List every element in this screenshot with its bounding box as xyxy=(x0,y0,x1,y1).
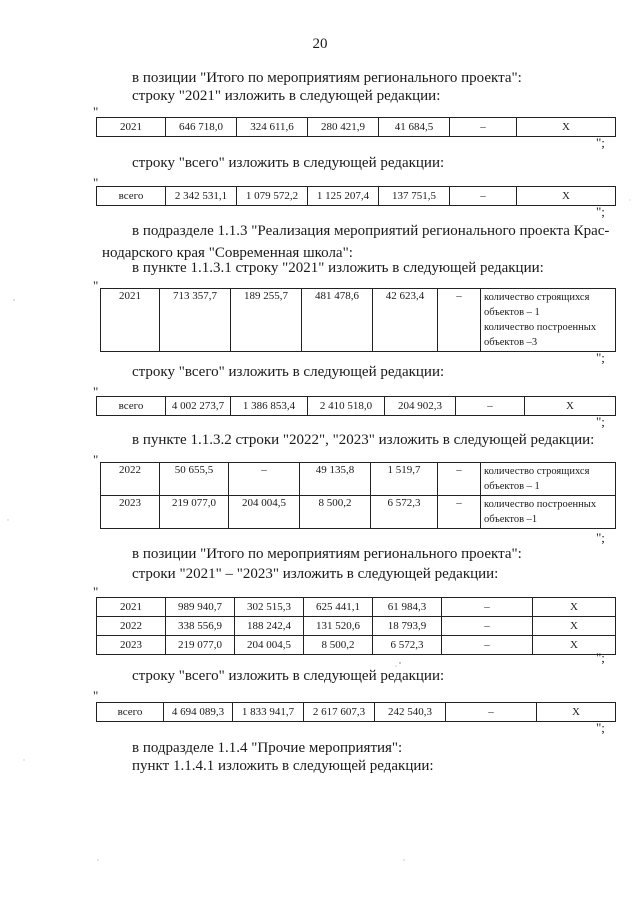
cell-regional: 2 617 607,3 xyxy=(304,703,375,722)
cell-local: 42 623,4 xyxy=(373,289,438,352)
cell-total: 338 556,9 xyxy=(166,617,235,636)
cell-total: 713 357,7 xyxy=(160,289,231,352)
cell-total: 219 077,0 xyxy=(166,636,235,655)
cell-local: 18 793,9 xyxy=(373,617,442,636)
open-quote: " xyxy=(93,384,99,399)
paragraph-line: нодарского края "Современная школа": xyxy=(102,245,353,261)
table-row xyxy=(97,703,616,722)
cell-year: всего xyxy=(97,703,164,722)
cell-year: всего xyxy=(97,187,166,206)
cell-other: – xyxy=(456,397,525,416)
cell-other: – xyxy=(442,598,533,617)
table-row xyxy=(101,289,616,352)
cell-year: 2021 xyxy=(97,598,166,617)
cell-description xyxy=(481,463,616,496)
cell-local: 6 572,3 xyxy=(371,496,438,529)
open-quote: " xyxy=(93,688,99,703)
paragraph-total-regional-project: в позиции "Итого по мероприятиям регионального проекта": xyxy=(132,546,522,562)
cell-other: – xyxy=(442,617,533,636)
cell-federal: 302 515,3 xyxy=(235,598,304,617)
cell-federal: 189 255,7 xyxy=(231,289,302,352)
open-quote: " xyxy=(93,584,99,599)
cell-description xyxy=(481,496,616,529)
paragraph-total-row-instruction: строку "всего" изложить в следующей редакции: xyxy=(132,364,445,380)
cell-year: 2023 xyxy=(101,496,160,529)
cell-year: всего xyxy=(97,397,166,416)
cell-x: Х xyxy=(517,187,616,206)
cell-other: – xyxy=(438,496,481,529)
paragraph-item-1-1-3-1: в пункте 1.1.3.1 строку "2021" изложить в следующей редакции: xyxy=(132,260,544,276)
cell-regional: 1 125 207,4 xyxy=(308,187,379,206)
cell-federal: 324 611,6 xyxy=(237,118,308,137)
cell-local: 6 572,3 xyxy=(373,636,442,655)
cell-other: – xyxy=(450,118,517,137)
paragraph-total-row-instruction: строку "всего" изложить в следующей редакции: xyxy=(132,668,445,684)
table-total-all-2 xyxy=(96,702,616,722)
close-quote: "; xyxy=(596,135,605,150)
cell-x: Х xyxy=(533,636,616,655)
page-number: 20 xyxy=(312,36,328,52)
description-line: количество строящихся xyxy=(484,292,590,303)
table-row xyxy=(97,397,616,416)
cell-other: – xyxy=(446,703,537,722)
table-total-2021-2023 xyxy=(96,597,616,655)
paragraph-total-regional-project: в позиции "Итого по мероприятиям регионального проекта": xyxy=(132,70,522,86)
paragraph-subsection-1-1-3 xyxy=(102,220,612,264)
paragraph-rows-2021-2023-instruction: строки "2021" – "2023" изложить в следующей редакции: xyxy=(132,566,499,582)
cell-year: 2022 xyxy=(97,617,166,636)
description-line: объектов –3 xyxy=(484,337,538,348)
cell-x: Х xyxy=(525,397,616,416)
open-quote: " xyxy=(93,278,99,293)
paragraph-item-1-1-3-2: в пункте 1.1.3.2 строки "2022", "2023" изложить в следующей редакции: xyxy=(132,432,595,448)
close-quote: "; xyxy=(596,720,605,735)
cell-year: 2021 xyxy=(101,289,160,352)
description-line: объектов –1 xyxy=(484,514,538,525)
table-item-1-1-3-1-total xyxy=(96,396,616,416)
description-line: количество строящихся xyxy=(484,466,590,477)
cell-federal: 204 004,5 xyxy=(235,636,304,655)
table-row xyxy=(97,118,616,137)
table-row xyxy=(97,617,616,636)
cell-local: 41 684,5 xyxy=(379,118,450,137)
close-quote: "; xyxy=(596,530,605,545)
cell-total: 4 694 089,3 xyxy=(164,703,233,722)
paragraph-subsection-1-1-4: в подразделе 1.1.4 "Прочие мероприятия": xyxy=(132,740,403,756)
cell-x: Х xyxy=(517,118,616,137)
cell-description xyxy=(481,289,616,352)
cell-federal: 1 833 941,7 xyxy=(233,703,304,722)
cell-local: 242 540,3 xyxy=(375,703,446,722)
description-line: объектов – 1 xyxy=(484,481,540,492)
cell-local: 204 902,3 xyxy=(385,397,456,416)
table-total-2021 xyxy=(96,117,616,137)
cell-other: – xyxy=(438,289,481,352)
cell-total: 50 655,5 xyxy=(160,463,229,496)
cell-federal: 1 079 572,2 xyxy=(237,187,308,206)
cell-x: Х xyxy=(533,598,616,617)
table-item-1-1-3-1 xyxy=(100,288,616,352)
cell-year: 2022 xyxy=(101,463,160,496)
table-row xyxy=(97,187,616,206)
cell-regional: 131 520,6 xyxy=(304,617,373,636)
cell-other: – xyxy=(450,187,517,206)
open-quote: " xyxy=(93,175,99,190)
description-line: количество построенных xyxy=(484,322,597,333)
paragraph-item-1-1-4-1: пункт 1.1.4.1 изложить в следующей редакции: xyxy=(132,758,434,774)
cell-regional: 8 500,2 xyxy=(300,496,371,529)
table-row xyxy=(97,636,616,655)
cell-total: 2 342 531,1 xyxy=(166,187,237,206)
close-quote: "; xyxy=(596,650,605,665)
paragraph-total-row-instruction: строку "всего" изложить в следующей редакции: xyxy=(132,155,445,171)
cell-regional: 2 410 518,0 xyxy=(308,397,385,416)
cell-federal: 204 004,5 xyxy=(229,496,300,529)
description-line: количество построенных xyxy=(484,499,597,510)
cell-regional: 625 441,1 xyxy=(304,598,373,617)
cell-local: 61 984,3 xyxy=(373,598,442,617)
cell-regional: 280 421,9 xyxy=(308,118,379,137)
table-row xyxy=(97,598,616,617)
close-quote: "; xyxy=(596,350,605,365)
cell-federal: 1 386 853,4 xyxy=(231,397,308,416)
paragraph-line: в подразделе 1.1.3 "Реализация мероприятий регионального проекта Крас- xyxy=(132,223,610,239)
cell-year: 2021 xyxy=(97,118,166,137)
cell-total: 4 002 273,7 xyxy=(166,397,231,416)
cell-x: Х xyxy=(537,703,616,722)
close-quote: "; xyxy=(596,204,605,219)
table-row xyxy=(101,496,616,529)
cell-other: – xyxy=(442,636,533,655)
cell-local: 137 751,5 xyxy=(379,187,450,206)
cell-total: 989 940,7 xyxy=(166,598,235,617)
open-quote: " xyxy=(93,104,99,119)
open-quote: " xyxy=(93,452,99,467)
cell-federal: 188 242,4 xyxy=(235,617,304,636)
description-line: объектов – 1 xyxy=(484,307,540,318)
close-quote: "; xyxy=(596,414,605,429)
cell-regional: 49 135,8 xyxy=(300,463,371,496)
cell-other: – xyxy=(438,463,481,496)
table-total-all xyxy=(96,186,616,206)
cell-total: 219 077,0 xyxy=(160,496,229,529)
cell-regional: 481 478,6 xyxy=(302,289,373,352)
cell-year: 2023 xyxy=(97,636,166,655)
table-row xyxy=(101,463,616,496)
cell-x: Х xyxy=(533,617,616,636)
paragraph-row-2021-instruction: строку "2021" изложить в следующей редакции: xyxy=(132,88,441,104)
cell-regional: 8 500,2 xyxy=(304,636,373,655)
cell-federal: – xyxy=(229,463,300,496)
table-item-1-1-3-2 xyxy=(100,462,616,529)
cell-total: 646 718,0 xyxy=(166,118,237,137)
cell-local: 1 519,7 xyxy=(371,463,438,496)
